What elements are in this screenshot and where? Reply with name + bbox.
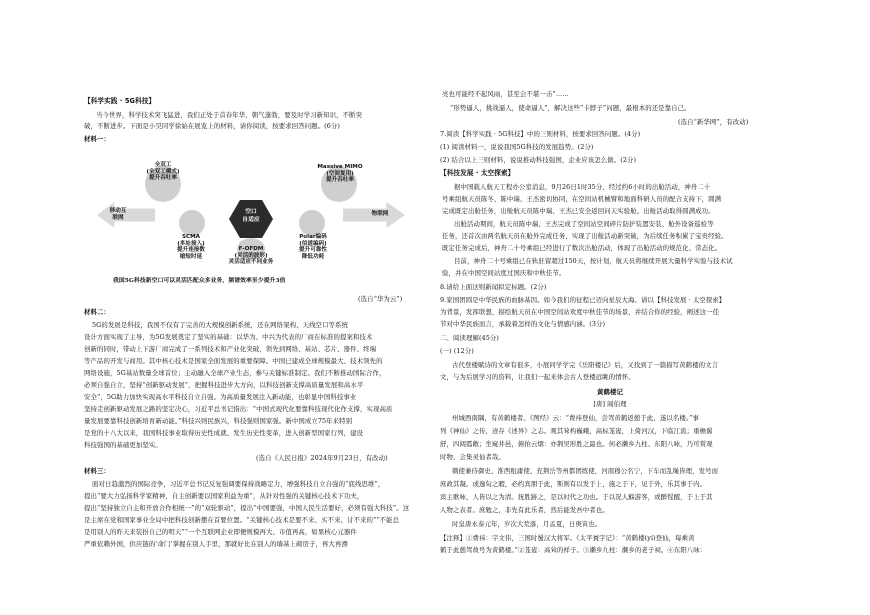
material3-continued: 亮也可能经不起风雨，甚至会不堪一击”……	[442, 90, 569, 98]
polar-bubble	[299, 210, 325, 236]
mimo-label: Massive MIMO (空间复用) 提升吞吐率	[317, 164, 363, 184]
mobile-internet-label: 移动互 联网	[109, 208, 127, 221]
material3-label: 材料三：	[84, 467, 110, 475]
iot-label: 物联网	[371, 211, 389, 217]
passage-intro: 古代登楼赋诗的文章有很多，小展同学学完《岳阳楼记》后，又找到了一篇描写黄鹤楼的文言	[452, 361, 719, 369]
diagram-caption: 我国5G科技新空口可以灵活匹配众多业务，频谱效率至少提升3倍	[113, 278, 286, 284]
material2-line: 安全”，5G助力加快实现高水平科技自立自强。为高质量发展注入新动能，也彰显中国科技事业	[84, 393, 357, 401]
part-2-sub: (一) (12分)	[440, 347, 474, 355]
material2-label: 材料二：	[84, 308, 110, 316]
poem-author: [唐] 阎伯理	[593, 400, 627, 408]
section-title-space: 【科技发展 · 太空探索】	[440, 169, 515, 177]
5g-tech-diagram	[95, 150, 415, 285]
question-7: 7.阅读【科学实践 · 5G科技】中的三则材料，按要求回答问题。(4分)	[440, 130, 641, 138]
news-line: 验，并在中国空间站度过国庆和中秋佳节。	[442, 269, 566, 277]
passage-intro: 文，与为后展学习的资料，让我们一起来体会古人登楼远眺的情怀。	[440, 373, 635, 381]
poem-line: 时皇唐永泰元年，岁次大荒落，月孟夏，日庚寅也。	[452, 520, 602, 528]
question-9: 节对中华民族而言，承载着怎样的文化与情感内涵。(3分)	[440, 320, 606, 328]
question-8: 8.请给上面这则新闻拟定标题。(2分)	[440, 283, 547, 291]
poem-title: 黄鹤楼记	[597, 388, 623, 396]
material2-line: 5G的发展是科技，我国不仅有了完善的大规模创新系统，还在网络架构、天线空口等系统	[92, 321, 349, 329]
full-duplex-label: 全双工 (全双工模式) 提升吞吐率	[146, 162, 180, 182]
news-line: 据中国载人航天工程办公室消息，9月26日1时35分，经过约6小时的出舱活动，神舟二十	[454, 183, 711, 191]
news-line: 既定任务完成后，神舟二十号乘组已经进行了数次出舱活动，体现了出舱活动的规范化、常态化。	[442, 244, 722, 252]
scma-label: SCMA (多址接入) 提升连接数 缩短时延	[177, 234, 205, 260]
material2-line: 坚持走创新驱动发展之路的坚定决心，习近平总书记指出：“中国式现代化要靠科技现代化作支撑，实现高质	[84, 405, 393, 413]
section-title-5g: 【科学实践 · 5G科技】	[84, 97, 156, 105]
poem-line: 州城西南隅，有黄鹤楼者。《图经》云：“费祎登仙，尝驾黄鹤返憩于此，遂以名楼。”事	[452, 414, 699, 422]
part-2-heading: 二、阅读理解(45分)	[440, 334, 499, 342]
poem-line: 列《神仙》之传，迹存《述异》之志。观其耸构巍峨，高标茏嵸，上倚河汉，下临江流；重檐翼	[440, 427, 713, 435]
poem-line: 宾主歌咏，人皆以之为清。抚胜跡之，是以时代之功也。于以况人觞游客，或醉惺醒，于上于其	[440, 493, 713, 501]
material3-line: 是主席在党和国家事业全局中把科技创新摆在首要位置。“关键核心技术是要不来、买不来、讨不来的”“不能总	[84, 516, 400, 524]
notes-line: 鹤于此憩驾故号为黄鹤楼。”②茏嵸：高耸的样子。③濑乡九柱：濑乡的老子祠。④东阳八咏：	[440, 546, 707, 554]
scma-bubble	[179, 210, 205, 236]
notes-line: 【注释】①费祎：字文伟，三国时蜀汉大将军。《太平寰宇记》：“黄鹤楼(yí)登仙，每乘黄	[440, 534, 695, 542]
intro-line: 破，不断进步。下面是小昊同学徐始在展览上的材料，请你阅读，按要求回答问题。(6分)	[84, 122, 340, 130]
material1-label: 材料一：	[84, 135, 110, 143]
material3-line: 提出“要大力弘扬科学家精神，自主创新要以国家利益为重”，从针对性强的关键核心技术下功夫，	[84, 492, 364, 500]
poem-line: 舒，四闼霞敞；坐窥井邑，俯拍云烟：亦荆吴形胜之最也。何必濑乡九柱、东阳八咏，乃可赏观	[440, 440, 713, 448]
poem-line: 人物之表者。庶勉之，非先有此乐者，然后能发吾中者也。	[440, 506, 609, 514]
news-line: 目前，神舟二十号乘组已在轨驻留超过150天，按计划，航天员将继续开展大量科学实验与技术试	[454, 257, 733, 265]
question-7-1: (1) 阅读材料一，说说我国5G科技的发展趋势。(2分)	[440, 143, 594, 151]
fofdm-label: F-OFDM (灵活的波形) 灵活适应不同业务	[228, 246, 274, 266]
material3-line: 是用别人的昨天来装扮自己的明天”“一个互联网企业即便规模再大、市值再高，如果核心元器件	[84, 528, 357, 536]
material3-continued: “形势逼人，挑战逼人，使命逼人”，解决这些“卡脖子”问题，最根本的还是靠自己。	[450, 104, 691, 112]
material2-line: 网络设施，5G基站数量全球首位；主动融入全球产业生态，参与关键标准制定。我们不断推动国际合作，	[84, 369, 386, 377]
question-9: 为背景，发挥联想，描绘航天员在中国空间站欢度中秋佳节的场景，并结合你的经验，阐述这一佳	[440, 308, 720, 316]
polar-label: Polar编码 (信道编码) 提升可靠性 降低功耗	[299, 234, 327, 260]
intro-line: 当今世界，科学技术突飞猛进，我们正处于首春年华，朝气蓬勃，要及时学习新知识，不断突	[96, 111, 363, 119]
question-9: 9.家国团圆是中华民族的血脉基因。如今我们的征程已迈向星辰大海。请以【科技发展 · 太空探索】	[440, 296, 726, 304]
material3-line: 提出“坚持独立自主和开放合作相统一”的“双轮驱动”，提出“中国要强，中国人民生活要好，必须有强大科技”。这	[84, 504, 410, 512]
poem-line: 刺使兼侍御史、淮西租庸使、充荆岳等州都团练使，河南穆公名宁，下车而乱绳皆理，发号而	[452, 467, 719, 475]
news-line: 完成既定出舱任务，出舱航天员陈中瑞、王杰已安全返回问天实验舱。出舱活动取得圆满成功。	[442, 207, 715, 215]
material3-source: (选自“新华网”，有改动)	[678, 118, 749, 126]
material3-line: 严重依赖外国，供应链的‘命门’掌握在别人手里，那就好比在别人的墙基上砌房子，再大再漂	[84, 540, 348, 548]
news-line: 任务，还首次由两名航天员在舱外完成任务，实现了出舱活动新突破，为后续任务积累了宝贵经验。	[442, 232, 728, 240]
news-line: 出舱活动期间，航天员陈中瑞、王杰完成了空间站空间碎片防护装置安装、舱外设备巡检等	[454, 220, 714, 228]
material2-line: 等产品的开发与商用。其中核心技术是国家全面发展的重要保障。中国已建成全球规模最大、技术领先的	[84, 357, 383, 365]
material2-line: 量发展要靠科技创新培育新动能。”科技兴则民族兴，科技强则国家强。新中国成立75年来特别	[84, 417, 353, 425]
material2-source: (选自《人民日报》2024年9月23日，有改动)	[256, 454, 388, 462]
material3-line: 面对日趋激烈的国际竞争，习近平总书记反复强调要保持战略定力，增强科技自立自强的“底线思维”，	[92, 480, 385, 488]
news-line: 号乘组航天员陈冬、陈中瑞、王杰密切协同，在空间站机械臂和地面科研人员的配合支持下，圆满	[442, 195, 722, 203]
poem-line: 庶政其凝。或逸旬之暇，必约宾朋于此，斯则有以发于上，施之于下，见于外，乐其事于内。	[440, 480, 707, 488]
poem-line: 时物、会集灵仙者哉。	[440, 453, 505, 461]
material2-line: 是党的十八大以来，我国科技事业取得历史性成就、发生历史性变革，进入创新型国家行列，建设	[84, 429, 364, 437]
material1-source: (选自“华为云”)	[358, 295, 403, 303]
material2-line: 设计方面实现了主导，为5G发展奠定了坚实的基础：以华为、中兴为代表的厂商在标准的提案和技术	[84, 333, 373, 341]
material2-line: 必须自强自立，坚持“创新驱动发展”，把握科技进步大方向，以科技创新支撑高质量发展和高水平	[84, 381, 364, 389]
material2-line: 创新的同时，带动上下游厂商完成了一系列技术和产业化突破，领先到网络、基站、芯片、器件、终端	[84, 345, 377, 353]
question-7-2: (2) 结合以上三则材料，说说推动科技强国，企业应该怎么做。(2分)	[440, 156, 637, 164]
material2-line: 科技强国的基础更加坚实。	[84, 441, 162, 449]
air-interface-label: 空口 自适应	[242, 209, 260, 223]
